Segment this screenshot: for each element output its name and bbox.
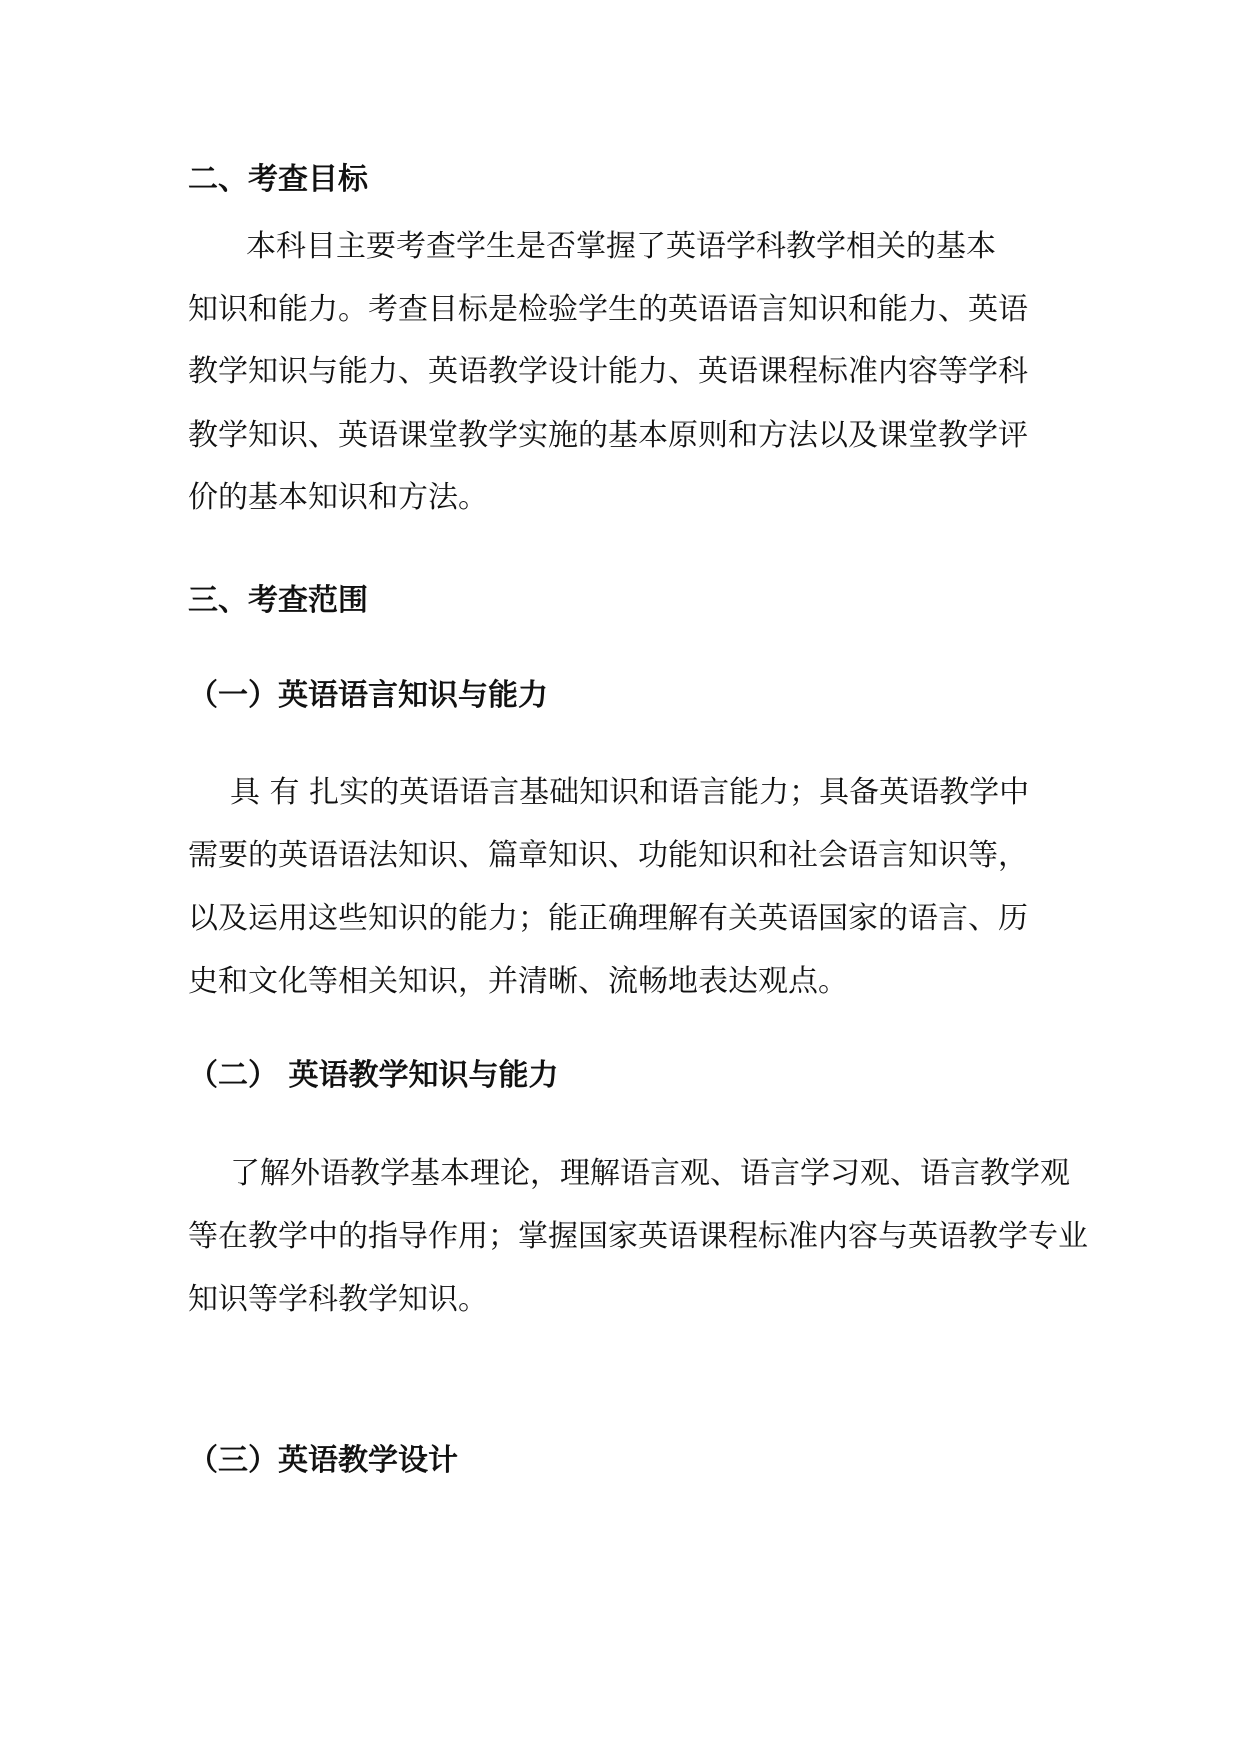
subsection-heading-teaching-knowledge: （二） 英语教学知识与能力 (188, 1058, 559, 1093)
objectives-paragraph-line-3: 教学知识与能力、英语教学设计能力、英语课程标准内容等学科 (188, 354, 1028, 389)
objectives-paragraph-line-2: 知识和能力。考查目标是检验学生的英语语言知识和能力、英语 (188, 292, 1028, 327)
section-heading-scope: 三、考查范围 (188, 583, 368, 618)
language-paragraph-line-3: 以及运用这些知识的能力；能正确理解有关英语国家的语言、历 (188, 901, 1028, 936)
subsection-heading-language-knowledge: （一）英语语言知识与能力 (188, 678, 548, 713)
section-heading-objectives: 二、考查目标 (188, 162, 368, 197)
subsection-heading-teaching-design: （三）英语教学设计 (188, 1443, 458, 1478)
language-paragraph-line-1: 具 有 扎实的英语语言基础知识和语言能力；具备英语教学中 (230, 775, 1030, 810)
language-paragraph-line-2: 需要的英语语法知识、篇章知识、功能知识和社会语言知识等， (188, 838, 1028, 873)
teaching-paragraph-line-1: 了解外语教学基本理论，理解语言观、语言学习观、语言教学观 (230, 1156, 1070, 1191)
objectives-paragraph-line-4: 教学知识、英语课堂教学实施的基本原则和方法以及课堂教学评 (188, 418, 1028, 453)
language-paragraph-line-4: 史和文化等相关知识，并清晰、流畅地表达观点。 (188, 964, 848, 999)
objectives-paragraph-line-5: 价的基本知识和方法。 (188, 480, 488, 515)
teaching-paragraph-line-2: 等在教学中的指导作用；掌握国家英语课程标准内容与英语教学专业 (188, 1219, 1088, 1254)
teaching-paragraph-line-3: 知识等学科教学知识。 (188, 1282, 488, 1317)
objectives-paragraph-line-1: 本科目主要考查学生是否掌握了英语学科教学相关的基本 (246, 229, 996, 264)
